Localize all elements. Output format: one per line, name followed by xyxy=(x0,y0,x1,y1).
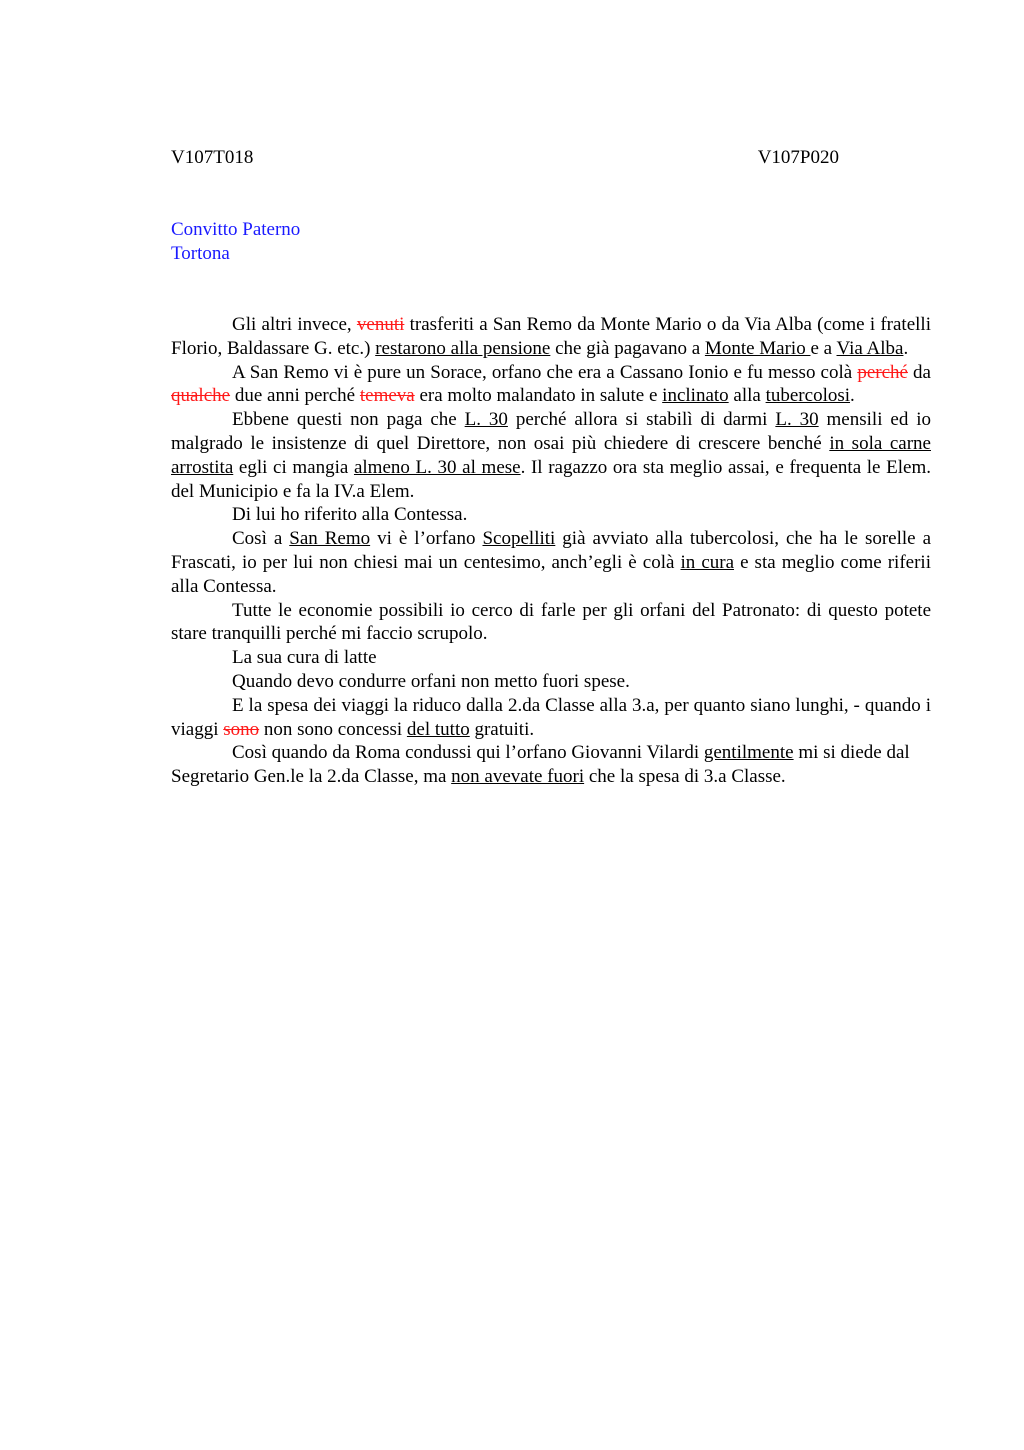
paragraph xyxy=(171,741,931,789)
text-run: due anni perché xyxy=(230,385,360,407)
text-run: E la spesa dei viaggi la riduco dalla 2.da Classe alla 3.a, per quanto siano lunghi, - quando i viaggi xyxy=(171,694,931,740)
underlined-text: L. 30 xyxy=(464,409,508,431)
text-run: era molto malandato in salute e xyxy=(414,385,663,407)
underlined-text: tubercolosi xyxy=(765,385,851,407)
text-run: . xyxy=(850,385,855,407)
text-run: . xyxy=(903,337,909,359)
header-city: Tortona xyxy=(171,243,230,264)
paragraph xyxy=(171,408,931,503)
text-run: . Il ragazzo ora sta meglio assai, e frequenta le Elem. del Municipio e fa la IV.a Elem. xyxy=(171,456,931,502)
underlined-text: del tutto xyxy=(406,718,470,740)
paragraph xyxy=(171,670,931,694)
text-run: Di lui ho riferito alla Contessa. xyxy=(232,504,468,526)
paragraph xyxy=(171,694,931,742)
text-run: che già pagavano a xyxy=(550,337,705,359)
text-run: vi è l’orfano xyxy=(370,528,483,550)
text-run: Così quando da Roma condussi qui l’orfano Giovanni Vilardi xyxy=(232,742,704,764)
text-run: egli ci mangia xyxy=(233,456,354,478)
text-run: mensili ed io malgrado le insistenze di quel Direttore, non osai più chiedere di crescere benché xyxy=(171,409,932,454)
text-run: che la spesa di 3.a Classe. xyxy=(584,766,786,788)
text-run: da xyxy=(907,361,931,383)
underlined-text: L. 30 xyxy=(775,409,819,431)
underlined-text: Monte Mario xyxy=(704,337,811,359)
text-run: e a xyxy=(810,337,837,359)
deleted-text: sono xyxy=(223,718,260,740)
text-run: non sono concessi xyxy=(259,718,407,740)
underlined-text: San Remo xyxy=(289,528,371,550)
text-run: gratuiti. xyxy=(469,718,535,740)
deleted-text: perché xyxy=(857,361,908,383)
letter-header xyxy=(171,218,300,266)
underlined-text: non avevate fuori xyxy=(451,766,585,788)
underlined-text: Scopelliti xyxy=(482,528,556,550)
deleted-text: temeva xyxy=(359,385,415,407)
text-run: Ebbene questi non paga che xyxy=(232,409,465,431)
text-run: Tutte le economie possibili io cerco di farle per gli orfani del Patronato: di questo potete stare tranquilli perché mi faccio scrupolo. xyxy=(171,599,931,645)
underlined-text: almeno L. 30 al mese xyxy=(353,456,521,478)
underlined-text: in sola carne arrostita xyxy=(171,432,931,478)
text-run: A San Remo vi è pure un Sorace, orfano che era a Cassano Ionio e fu messo colà xyxy=(232,361,858,383)
paragraph xyxy=(171,646,931,670)
text-run: trasferiti a San Remo da Monte Mario o da Via Alba (come i fratelli Florio, Baldassare G. etc.) xyxy=(171,314,931,359)
text-run: e sta meglio come riferii alla Contessa. xyxy=(171,551,931,597)
paragraph xyxy=(171,503,931,527)
paragraph xyxy=(171,527,931,598)
underlined-text: inclinato xyxy=(662,385,729,407)
text-run: perché allora si stabilì di darmi xyxy=(507,409,776,431)
paragraph xyxy=(171,361,931,409)
text-run: già avviato alla tubercolosi, che ha le sorelle a Frascati, io per lui non chiesi mai un centesimo, anch’egli è colà xyxy=(171,528,932,573)
header-institution: Convitto Paterno xyxy=(171,219,301,240)
text-run: Quando devo condurre orfani non metto fuori spese. xyxy=(232,670,630,692)
text-run: mi si diede dal Segretario Gen.le la 2.da Classe, ma xyxy=(171,742,910,788)
paragraph xyxy=(171,313,931,361)
text-run: La sua cura di latte xyxy=(232,647,377,669)
text-run: alla xyxy=(728,385,766,407)
underlined-text: Via Alba xyxy=(836,337,904,359)
underlined-text: restarono alla pensione xyxy=(375,337,551,359)
underlined-text: in cura xyxy=(680,551,735,573)
letter-body xyxy=(171,313,931,789)
paragraph xyxy=(171,599,931,647)
deleted-text: venuti xyxy=(356,314,405,335)
document-code-right: V107P020 xyxy=(757,147,839,168)
text-run: Gli altri invece, xyxy=(232,314,357,335)
deleted-text: qualche xyxy=(171,385,231,407)
underlined-text: gentilmente xyxy=(703,742,794,764)
document-code-left: V107T018 xyxy=(171,147,254,168)
text-run: Così a xyxy=(232,528,290,550)
